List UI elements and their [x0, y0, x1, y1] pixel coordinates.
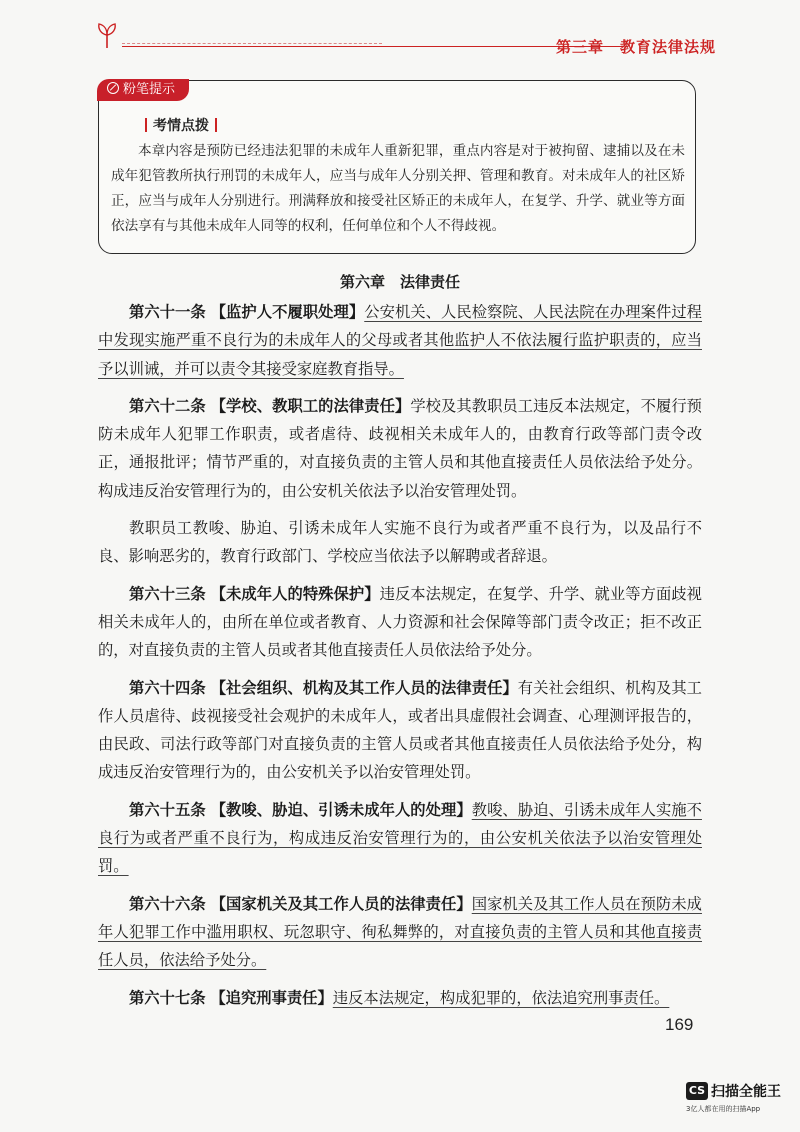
watermark-tagline: 3亿人都在用的扫描App [686, 1105, 761, 1113]
article-title: 【监护人不履职处理】 [210, 303, 365, 321]
article-body: 违反本法规定，构成犯罪的，依法追究刑事责任。 [332, 988, 670, 1007]
tip-subheading [139, 115, 223, 135]
article-list [98, 298, 702, 1021]
tip-tab [97, 79, 189, 101]
article-body: 国家机关及其工作人员在预防未成年人犯罪工作中滥用职权、玩忽职守、徇私舞弊的，对直接负责的主管人员和其他直接责任人员，依法给予处分。 [98, 894, 702, 970]
article-title: 【国家机关及其工作人员的法律责任】 [210, 894, 472, 913]
tip-text: 本章内容是预防已经违法犯罪的未成年人重新犯罪，重点内容是对于被拘留、逮捕以及在未成年犯管教所执行刑罚的未成年人，应当与成年人分别关押、管理和教育。对未成年人的社区矫正，应当与成年人分别进行。刑满释放和接受社区矫正的未成年人，在复学、升学、就业等方面依法享有与其他未成年人同等的权利，任何单位和个人不得歧视。 [111, 143, 685, 234]
article-64 [98, 674, 702, 787]
page-header [96, 18, 716, 58]
article-body: 学校及其教职员工违反本法规定，不履行预防未成年人犯罪工作职责，或者虐待、歧视相关未成年人的，由教育行政等部门责令改正，通报批评；情节严重的，对直接负责的主管人员和其他直接责任人员依法给予处分。构成违反治安管理行为的，由公安机关依法予以治安管理处罚。 [98, 396, 702, 500]
subheading-bar-right [215, 118, 217, 132]
article-65 [98, 796, 702, 881]
subheading-bar-left [145, 118, 147, 132]
article-body: 公安机关、人民检察院、人民法院在办理案件过程中发现实施严重不良行为的未成年人的父母或者其他监护人不依法履行监护职责的，应当予以训诫，并可以责令其接受家庭教育指导。 [98, 303, 702, 378]
sprout-icon [96, 20, 118, 50]
article-63 [98, 580, 702, 665]
article-body: 有关社会组织、机构及其工作人员虐待、歧视接受社会观护的未成年人，或者出具虚假社会调查、心理测评报告的，由民政、司法行政等部门对直接负责的主管人员或者其他直接责任人员依法给予处分，构成违反治安管理行为的，由公安机关予以治安管理处罚。 [98, 678, 702, 782]
watermark-name: 扫描全能王 [711, 1084, 781, 1100]
article-number: 第六十四条 [129, 678, 206, 697]
article-title: 【教唆、胁迫、引诱未成年人的处理】 [210, 800, 472, 819]
article-title: 【未成年人的特殊保护】 [210, 584, 380, 603]
article-number: 第六十一条 [129, 303, 206, 321]
article-61 [98, 298, 702, 383]
article-number: 第六十六条 [129, 894, 206, 913]
tip-box [98, 80, 696, 254]
tip-tab-label: 粉笔提示 [123, 82, 176, 97]
tip-subheading-text: 考情点拨 [153, 118, 209, 134]
article-body: 教唆、胁迫、引诱未成年人实施不良行为或者严重不良行为，构成违反治安管理行为的，由公安机关依法予以治安管理处罚。 [98, 800, 702, 876]
scanner-watermark [686, 1081, 796, 1121]
article-number: 第六十三条 [129, 584, 206, 603]
article-62-paragraph-2: 教职员工教唆、胁迫、引诱未成年人实施不良行为或者严重不良行为，以及品行不良、影响恶劣的，教育行政部门、学校应当依法予以解聘或者辞退。 [98, 519, 702, 566]
page-number: 169 [665, 1015, 694, 1034]
header-rule [122, 46, 624, 47]
running-chapter-title: 第三章 教育法律法规 [555, 38, 716, 56]
chalk-icon [107, 82, 119, 94]
article-number: 第六十二条 [129, 396, 206, 415]
chapter-heading: 第六章 法律责任 [339, 273, 460, 291]
article-title: 【追究刑事责任】 [210, 988, 333, 1007]
camscanner-logo-icon: CS [686, 1082, 708, 1100]
article-number: 第六十七条 [129, 988, 206, 1007]
article-body: 违反本法规定，在复学、升学、就业等方面歧视相关未成年人的，由所在单位或者教育、人力资源和社会保障等部门责令改正；拒不改正的，对直接负责的主管人员或者其他直接责任人员依法给予处分。 [98, 584, 702, 660]
article-67 [98, 984, 702, 1012]
article-62 [98, 392, 702, 505]
article-66 [98, 890, 702, 975]
article-number: 第六十五条 [129, 800, 206, 819]
article-title: 【学校、教职工的法律责任】 [210, 396, 411, 415]
article-title: 【社会组织、机构及其工作人员的法律责任】 [210, 678, 518, 697]
